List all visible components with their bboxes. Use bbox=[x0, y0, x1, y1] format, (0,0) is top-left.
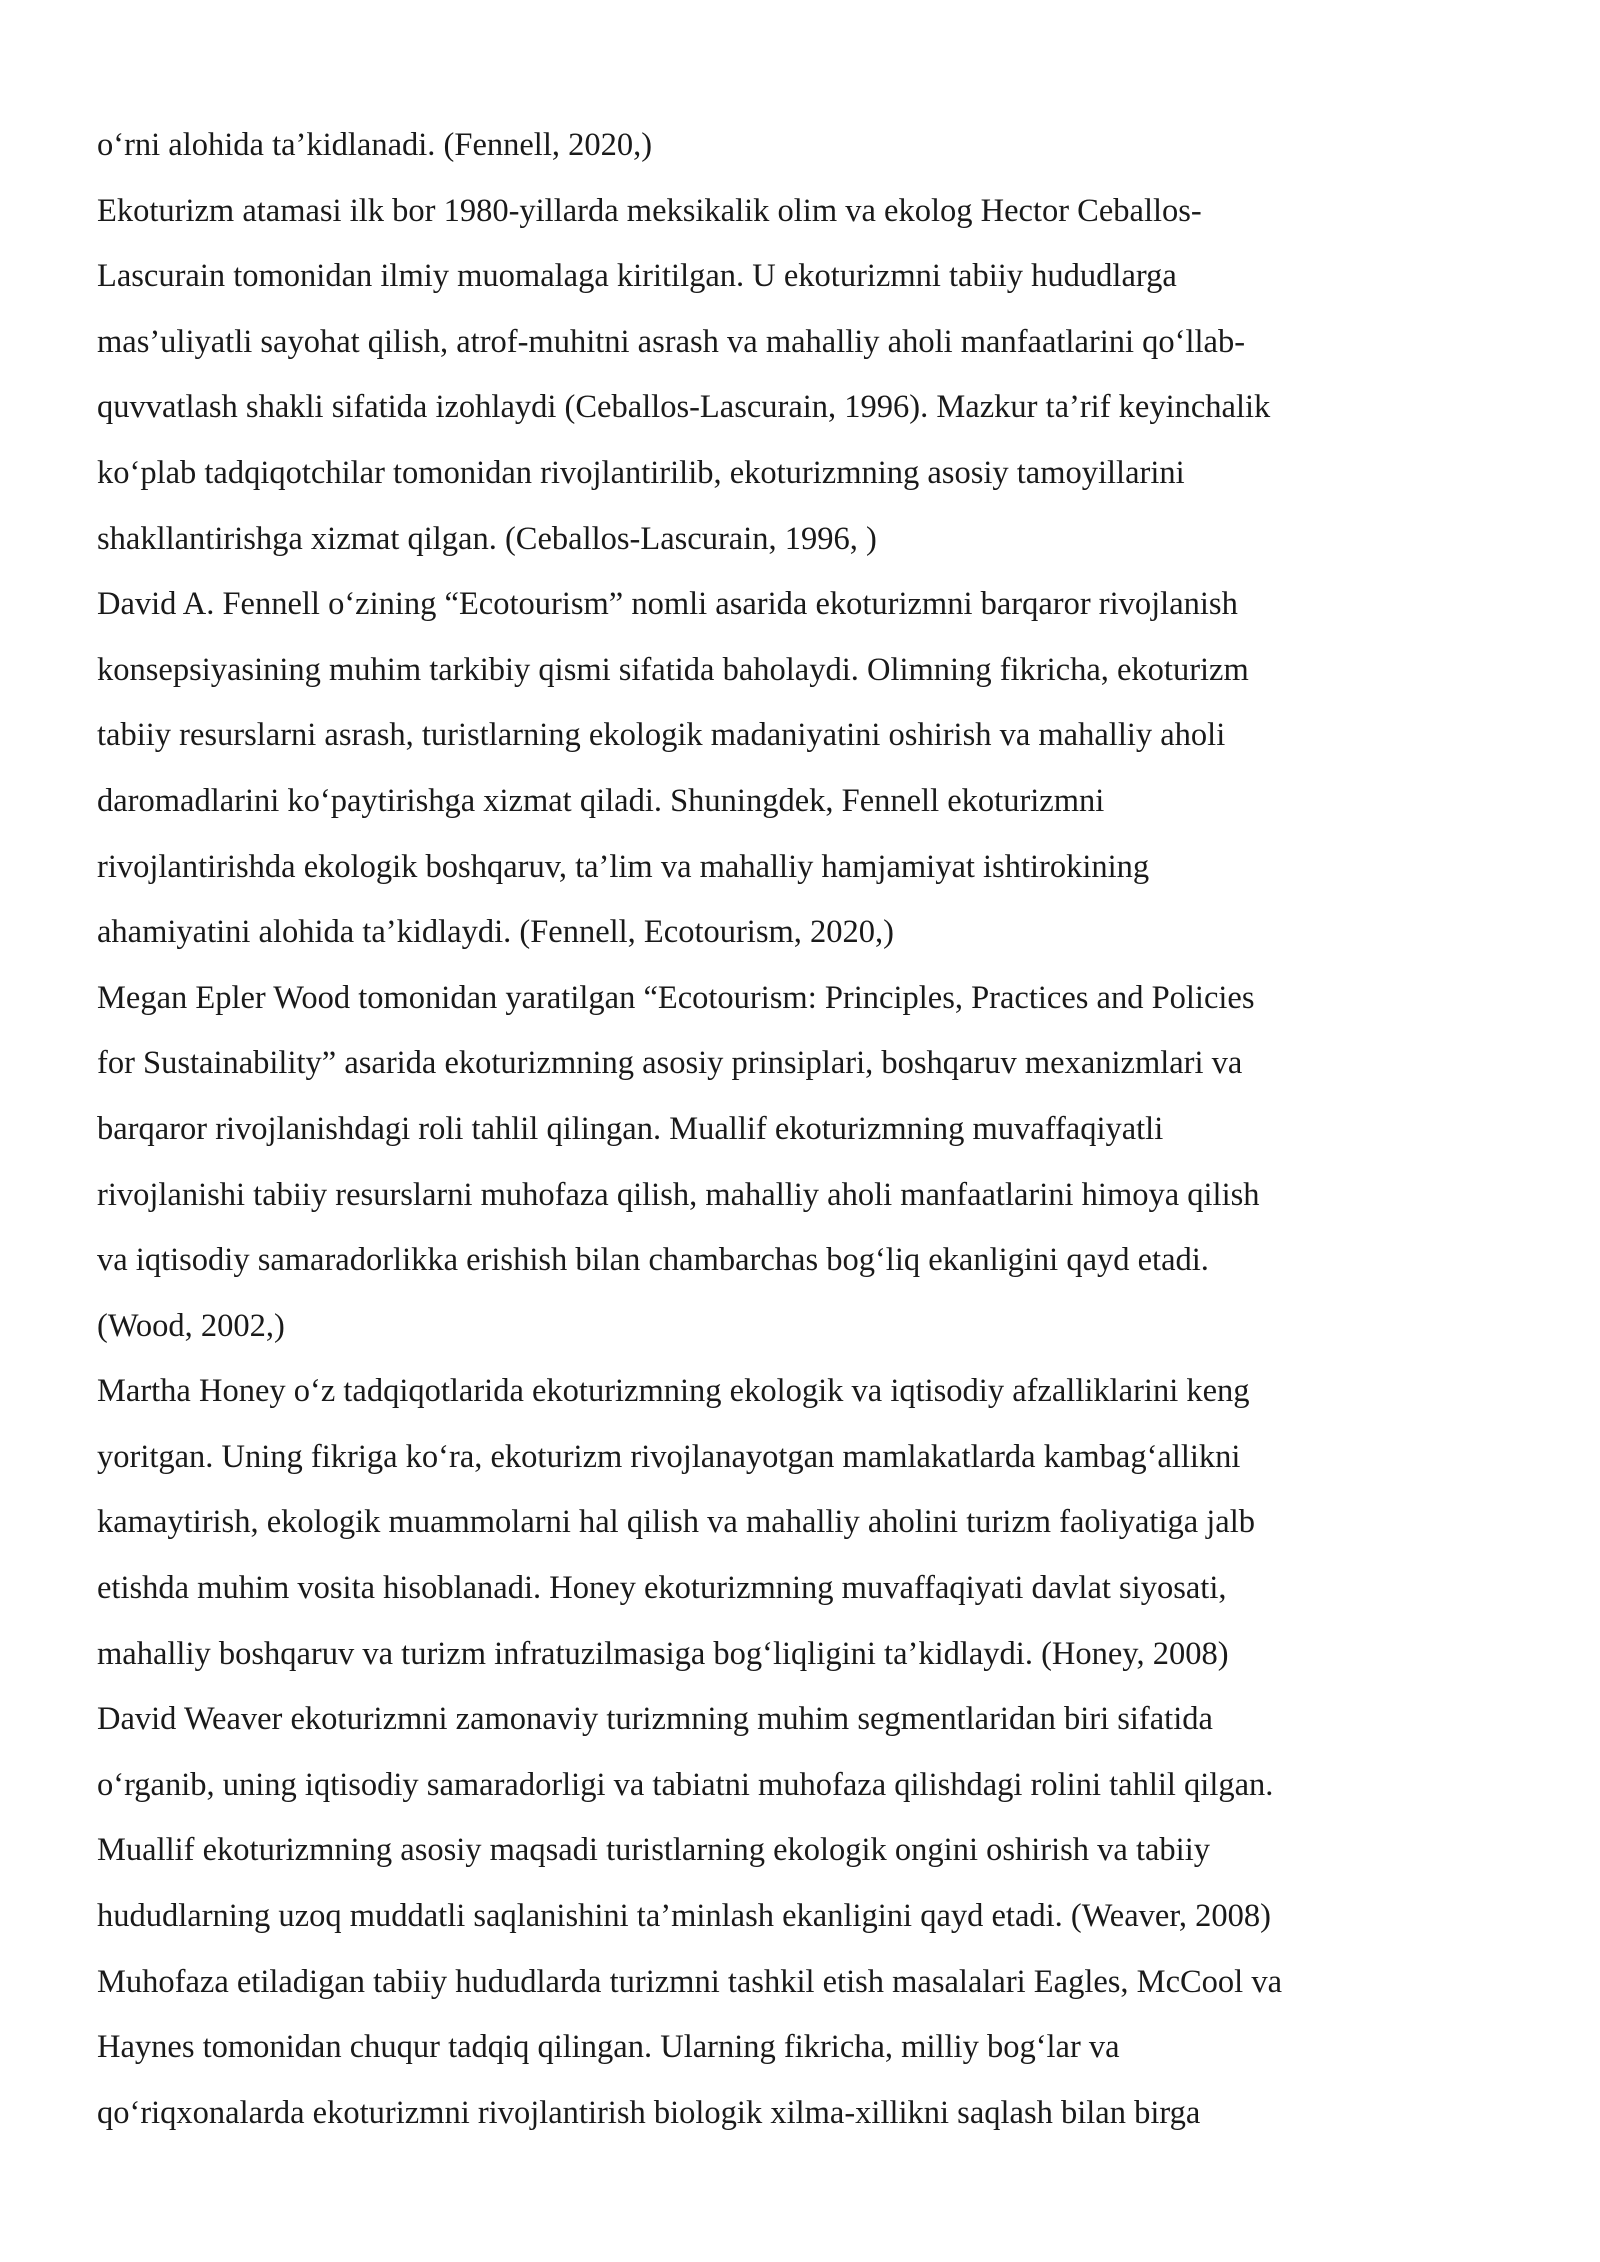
text-line: o‘rni alohida ta’kidlanadi. (Fennell, 2020,) bbox=[97, 127, 653, 163]
text-line: konsepsiyasining muhim tarkibiy qismi sifatida baholaydi. Olimning fikricha, ekoturizm bbox=[97, 651, 1249, 688]
text-line: Haynes tomonidan chuqur tadqiq qilingan. Ularning fikricha, milliy bog‘lar va bbox=[97, 2029, 1120, 2066]
text-line: mas’uliyatli sayohat qilish, atrof-muhitni asrash va mahalliy aholi manfaatlarini qo‘llab- bbox=[97, 323, 1246, 360]
text-line: barqaror rivojlanishdagi roli tahlil qilingan. Muallif ekoturizmning muvaffaqiyatli bbox=[97, 1110, 1164, 1147]
body-text bbox=[97, 113, 1517, 2146]
text-line: Megan Epler Wood tomonidan yaratilgan “Ecotourism: Principles, Practices and Policies bbox=[97, 979, 1255, 1016]
text-line: ahamiyatini alohida ta’kidlaydi. (Fennell, Ecotourism, 2020,) bbox=[97, 914, 894, 951]
text-line: for Sustainability” asarida ekoturizmning asosiy prinsiplari, boshqaruv mexanizmlari va bbox=[97, 1045, 1243, 1082]
text-line: rivojlanishi tabiiy resurslarni muhofaza qilish, mahalliy aholi manfaatlarini himoya qilish bbox=[97, 1176, 1260, 1213]
text-line: mahalliy boshqaruv va turizm infratuzilmasiga bog‘liqligini ta’kidlaydi. (Honey, 2008) bbox=[97, 1635, 1229, 1672]
text-line: (Wood, 2002,) bbox=[97, 1307, 285, 1344]
text-line: Lascurain tomonidan ilmiy muomalaga kiritilgan. U ekoturizmni tabiiy hududlarga bbox=[97, 258, 1177, 295]
text-line: o‘rganib, uning iqtisodiy samaradorligi va tabiatni muhofaza qilishdagi rolini tahlil qilgan. bbox=[97, 1766, 1274, 1803]
text-line: Muhofaza etiladigan tabiiy hududlarda turizmni tashkil etish masalalari Eagles, McCool va bbox=[97, 1963, 1283, 2000]
text-line: Martha Honey o‘z tadqiqotlarida ekoturizmning ekologik va iqtisodiy afzalliklarini keng bbox=[97, 1373, 1250, 1410]
text-line: yoritgan. Uning fikriga ko‘ra, ekoturizm rivojlanayotgan mamlakatlarda kambag‘allikni bbox=[97, 1438, 1241, 1475]
text-line: kamaytirish, ekologik muammolarni hal qilish va mahalliy aholini turizm faoliyatiga jalb bbox=[97, 1504, 1256, 1541]
text-line: shakllantirishga xizmat qilgan. (Ceballos-Lascurain, 1996, ) bbox=[97, 520, 877, 557]
text-line: etishda muhim vosita hisoblanadi. Honey ekoturizmning muvaffaqiyati davlat siyosati, bbox=[97, 1570, 1227, 1607]
text-line: ko‘plab tadqiqotchilar tomonidan rivojlantirilib, ekoturizmning asosiy tamoyillarini bbox=[97, 454, 1185, 491]
text-line: Ekoturizm atamasi ilk bor 1980-yillarda meksikalik olim va ekolog Hector Ceballos- bbox=[97, 192, 1202, 229]
text-line: David Weaver ekoturizmni zamonaviy turizmning muhim segmentlaridan biri sifatida bbox=[97, 1701, 1213, 1738]
text-line: tabiiy resurslarni asrash, turistlarning ekologik madaniyatini oshirish va mahalliy aholi bbox=[97, 717, 1226, 754]
text-line: rivojlantirishda ekologik boshqaruv, ta’lim va mahalliy hamjamiyat ishtirokining bbox=[97, 848, 1150, 885]
text-line: Muallif ekoturizmning asosiy maqsadi turistlarning ekologik ongini oshirish va tabiiy bbox=[97, 1832, 1210, 1869]
text-line: David A. Fennell o‘zining “Ecotourism” nomli asarida ekoturizmni barqaror rivojlanish bbox=[97, 586, 1238, 623]
text-line: quvvatlash shakli sifatida izohlaydi (Ceballos-Lascurain, 1996). Mazkur ta’rif keyinchalik bbox=[97, 389, 1271, 426]
text-line: hududlarning uzoq muddatli saqlanishini ta’minlash ekanligini qayd etadi. (Weaver, 2008) bbox=[97, 1898, 1271, 1935]
text-line: va iqtisodiy samaradorlikka erishish bilan chambarchas bog‘liq ekanligini qayd etadi. bbox=[97, 1242, 1209, 1279]
text-line: daromadlarini ko‘paytirishga xizmat qiladi. Shuningdek, Fennell ekoturizmni bbox=[97, 782, 1105, 819]
text-line: qo‘riqxonalarda ekoturizmni rivojlantirish biologik xilma-xillikni saqlash bilan birga bbox=[97, 2094, 1201, 2131]
